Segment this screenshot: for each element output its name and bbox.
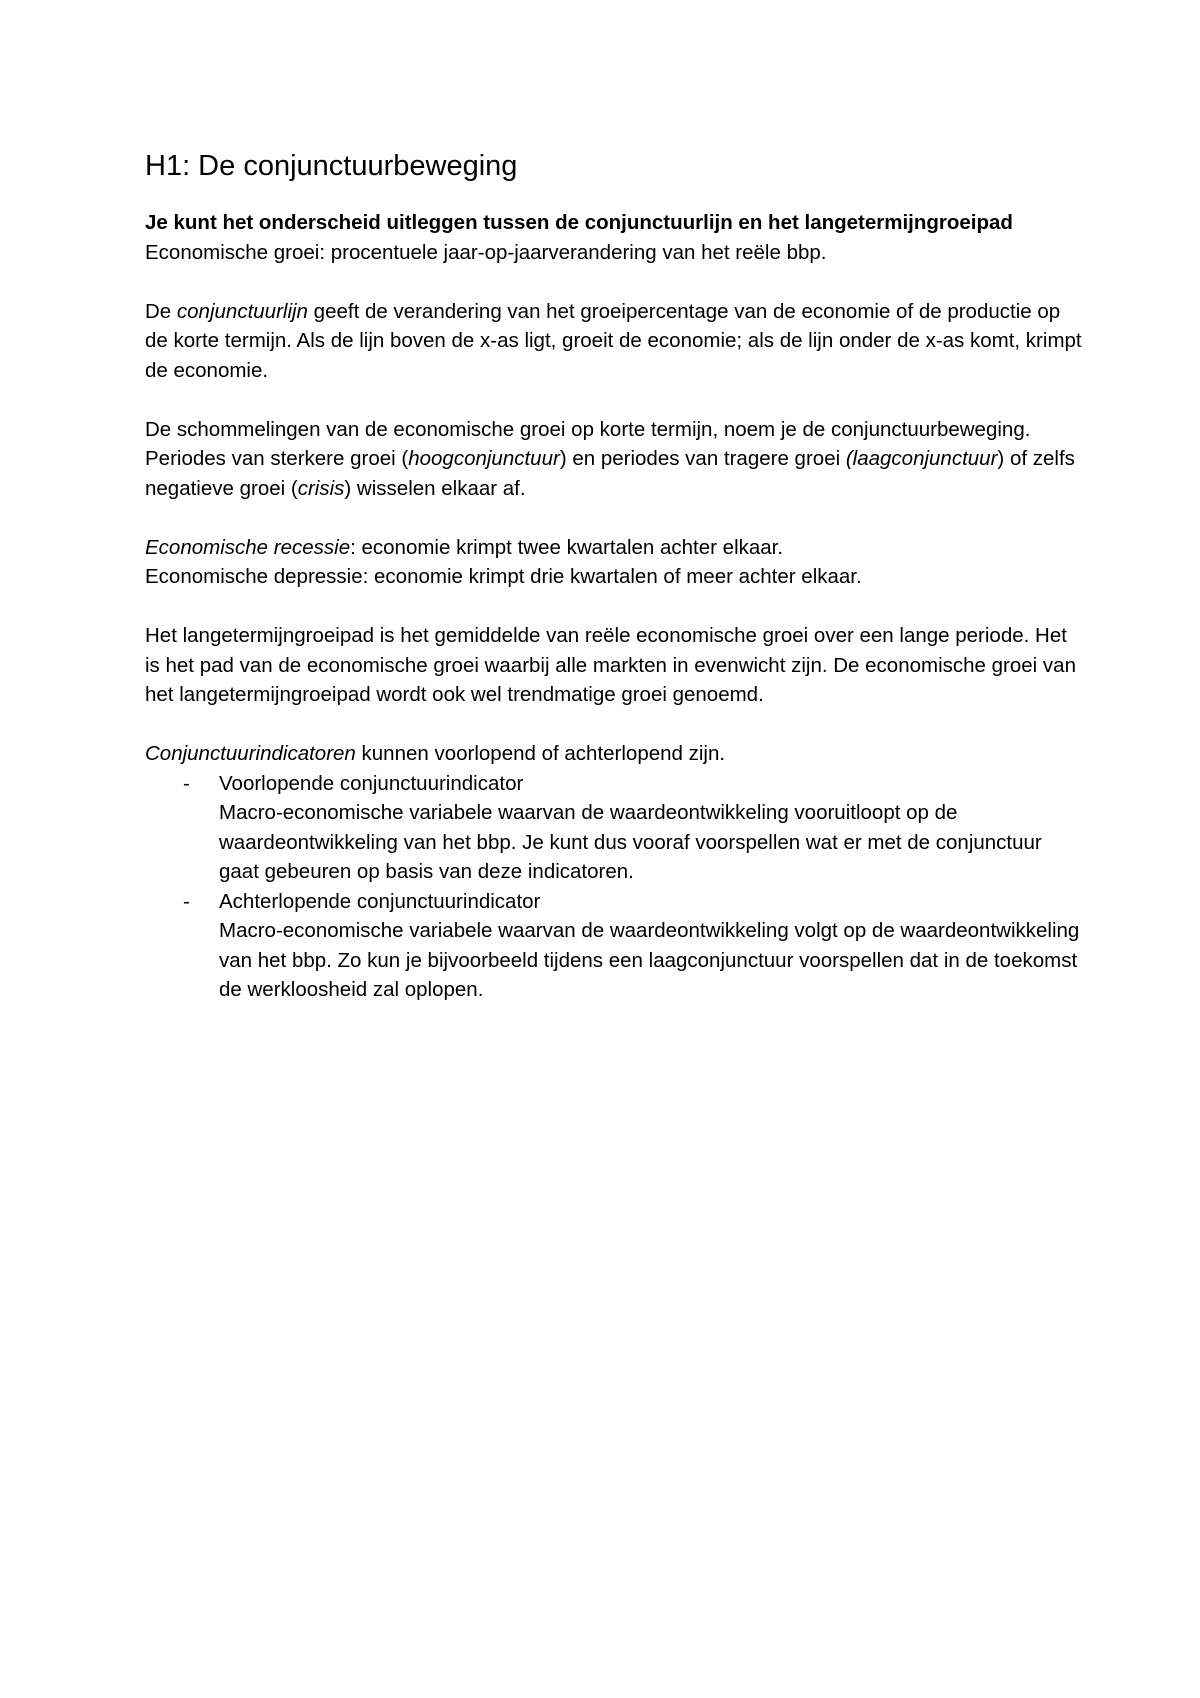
document-body (145, 146, 1085, 1005)
italic-term: crisis (297, 476, 345, 500)
spacer (145, 503, 1085, 533)
text-run: geeft de verandering van het groeipercentage van de economie of de productie op de korte termijn. Als de lijn boven de x-as ligt, groeit de economie; als de lijn onder de x-as komt, krimpt de economie. (145, 299, 1082, 382)
text-run: De (145, 299, 177, 323)
list-item-body: Macro-economische variabele waarvan de waardeontwikkeling volgt op de waardeontwikkeling van het bbp. Zo kun je bijvoorbeeld tijdens een laagconjunctuur voorspellen dat in de toekomst de werkloosheid zal oplopen. (219, 919, 1080, 1001)
text-run: ) of zelfs negatieve groei ( (145, 447, 1075, 500)
italic-term: (laagconjunctuur (845, 447, 998, 470)
text-run: ) en periodes van tragere groei (559, 447, 846, 470)
text-run: kunnen voorlopend of achterlopend zijn. (355, 742, 726, 765)
paragraph-langetermijngroeipad: Het langetermijngroeipad is het gemiddelde van reële economische groei over een lange periode. Het is het pad van de economische groei waarbij alle markten in evenwicht zijn. De economische groei van het langetermijngroeipad wordt ook wel trendmatige groei genoemd. (145, 624, 1076, 706)
spacer (145, 267, 1085, 297)
italic-term: Economische recessie (145, 535, 351, 559)
growth-definition: Economische groei: procentuele jaar-op-jaarverandering van het reële bbp. (145, 240, 827, 264)
list-dash: - (183, 771, 190, 795)
section-subheading: Je kunt het onderscheid uitleggen tussen de conjunctuurlijn en het langetermijngroeipad (145, 211, 1013, 234)
list-item (145, 769, 1085, 887)
list-item (145, 887, 1085, 1005)
spacer (145, 385, 1085, 415)
text-run: De schommelingen van de economische groei op korte termijn, noem je de conjunctuurbeweging. Periodes van sterkere groei ( (145, 417, 1031, 470)
list-item-body: Macro-economische variabele waarvan de waardeontwikkeling vooruitloopt op de waardeontwikkeling van het bbp. Je kunt dus vooraf voorspellen wat er met de conjunctuur gaat gebeuren op basis van deze indicatoren. (219, 801, 1042, 883)
indicator-list (145, 769, 1085, 1005)
paragraph-conjunctuurlijn (145, 297, 1085, 386)
list-item-title: Achterlopende conjunctuurindicator (219, 889, 541, 913)
text-run: ) wisselen elkaar af. (344, 476, 526, 500)
italic-term: hoogconjunctuur (408, 447, 560, 470)
italic-term: conjunctuurlijn (176, 299, 308, 323)
italic-term: Conjunctuurindicatoren (145, 742, 356, 765)
indicators-intro (145, 739, 1085, 769)
list-dash: - (183, 889, 190, 913)
recessie-definition (145, 533, 1085, 563)
spacer (145, 592, 1085, 622)
list-item-title: Voorlopende conjunctuurindicator (219, 771, 524, 795)
depressie-definition: Economische depressie: economie krimpt drie kwartalen of meer achter elkaar. (145, 565, 862, 588)
paragraph-schommelingen (145, 415, 1085, 504)
page-title: H1: De conjunctuurbeweging (145, 150, 518, 182)
text-run: : economie krimpt twee kwartalen achter elkaar. (350, 535, 784, 559)
spacer (145, 710, 1085, 740)
